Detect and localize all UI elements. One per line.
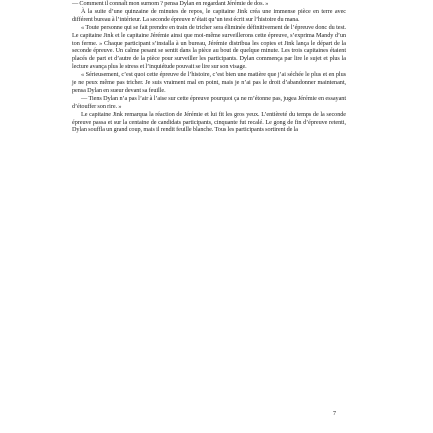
paragraph-dylan-thoughts: « Sérieusement, c’est quoi cette épreuve de l’histoire, c’est bien une matière que j’ai séchée le plus et en plus je ne peux même pas tricher. Je suis vraiment mal en point, mais je n’ai pas le droit d’abandonner maintenant, pensa Dylan en sueur devant sa feuille. — [72, 71, 346, 94]
page-number: 7 — [333, 411, 336, 417]
paragraph-second-test-intro: À la suite d’une quinzaine de minutes de repos, le capitaine Jink créa une immense pièce en terre avec différent bureau à l’intérieur. La seconde épreuve n’était qu’un test écrit sur l’histoire du mana. — [72, 8, 346, 23]
paragraph-mandy-rules: « Toute personne qui se fait prendre en train de tricher sera éliminée définitivement de l’épreuve donc du test. Le capitaine Jink et le capitaine Jérémie ainsi que moi-même surveillerons cette épreuve, s’exprima Mandy d’un ton ferme. » Chaque participant s’installa à un bureau, Jérémie distribua les copies et Jink lança le départ de la seconde épreuve. Un calme pesant se sentit dans la pièce au bout de quelque minute. Les trois capitaines étaient placés de part et d’autre de la pièce pour surveiller les participants. Dylan commença par lire le sujet et plus la lecture avança plus le stress et l’inquiétude pouvait se lire sur son visage. — [72, 24, 346, 70]
paragraph-test-end: Le capitaine Jink remarqua la réaction de Jérémie et lui fit les gros yeux. L’entièreté du temps de la seconde épreuve passa et sur la centaine de candidats participants, cinquante fut recalé. Le gong de fin d’épreuve retenti, Dylan souffla un grand coup, mais il rendit feuille blanche. Tous les participants sortirent de la — [72, 110, 346, 134]
text-column — [72, 0, 346, 134]
paragraph-jeremie-remark: — Tiens Dylan n’a pas l’air à l’aise sur cette épreuve pourquoi ça ne m’étonne pas, jugea Jérémie en essayant d’étouffer son rire. » — [72, 94, 346, 110]
paragraph-dialogue-end: — Comment il connaît mon surnom ? pensa Dylan en regardant Jérémie de dos. » — [72, 0, 269, 7]
